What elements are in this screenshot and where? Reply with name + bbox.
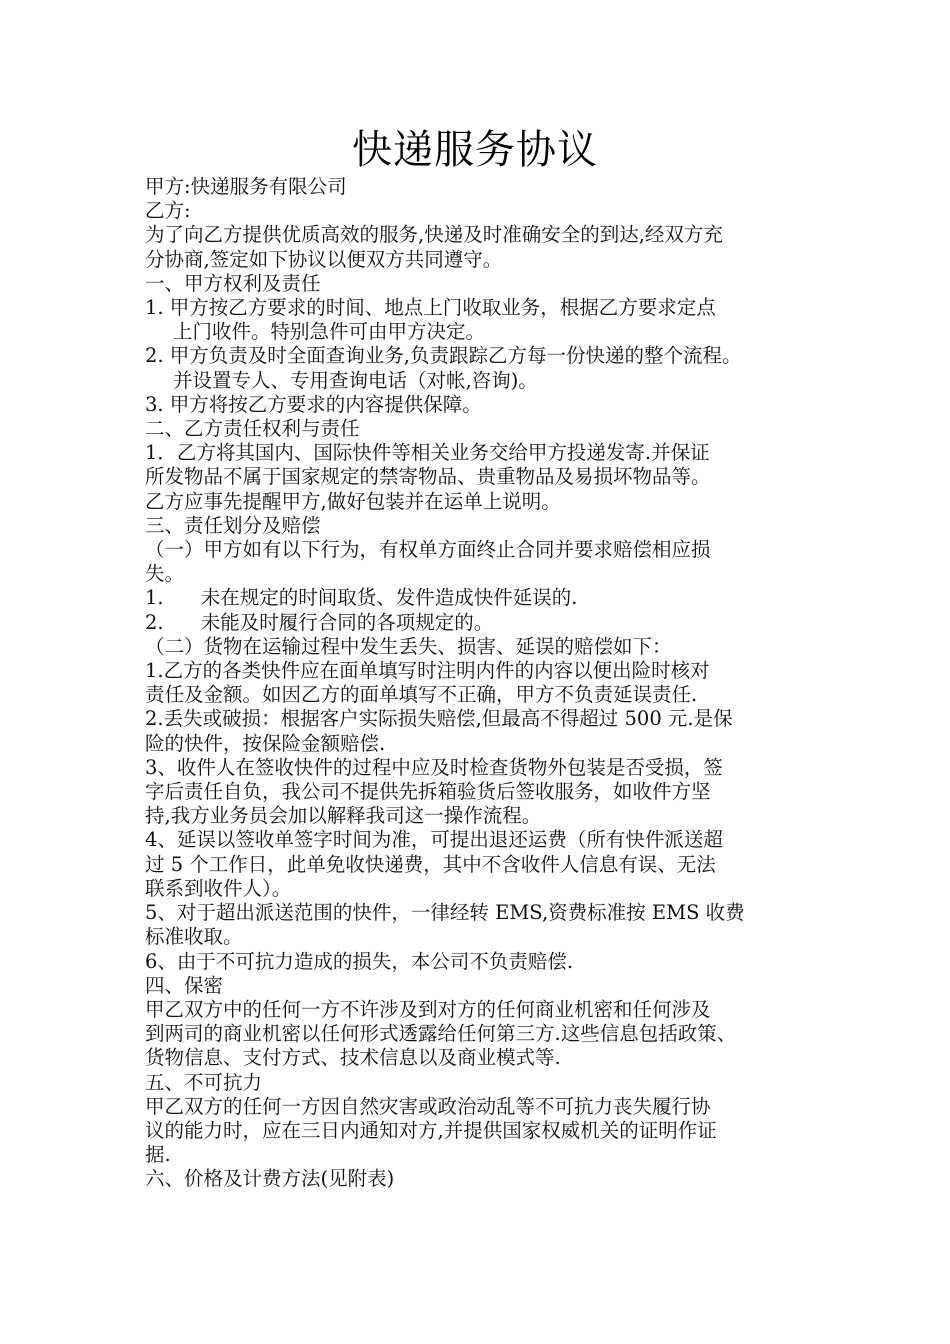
clause-line: 乙方应事先提醒甲方,做好包装并在运单上说明。 <box>145 489 561 513</box>
clause-line: 甲乙双方的任何一方因自然灾害或政治动乱等不可抗力丧失履行协 <box>145 1094 711 1118</box>
clause-line: （一）甲方如有以下行为，有权单方面终止合同并要求赔偿相应损 <box>145 538 711 562</box>
clause-line: 所发物品不属于国家规定的禁寄物品、贵重物品及易损坏物品等。 <box>145 465 711 489</box>
clause-line: 到两司的商业机密以任何形式透露给任何第三方.这些信息包括政策、 <box>145 1022 737 1046</box>
clause-line: 字后责任自负，我公司不提供先拆箱验货后签收服务，如收件方坚 <box>145 780 711 804</box>
section-heading: 六、价格及计费方法(见附表) <box>145 1167 395 1191</box>
clause-line: 责任及金额。如因乙方的面单填写不正确，甲方不负责延误责任. <box>145 683 698 707</box>
section-heading: 四、保密 <box>145 973 224 997</box>
clause-line: 联系到收件人）。 <box>145 876 292 900</box>
party-b-line: 乙方: <box>145 199 191 223</box>
party-a-line: 甲方:快递服务有限公司 <box>145 175 347 198</box>
clause-line: 1．乙方将其国内、国际快件等相关业务交给甲方投递发寄.并保证 <box>145 441 710 465</box>
clause-line: 1. 未在规定的时间取货、发件造成快件延误的. <box>145 586 578 610</box>
document-body <box>145 175 830 1192</box>
preamble-line: 为了向乙方提供优质高效的服务,快递及时准确安全的到达,经双方充 <box>145 223 723 247</box>
clause-line: 失。 <box>145 562 185 586</box>
clause-line: （二）货物在运输过程中发生丢失、损害、延误的赔偿如下： <box>145 634 672 658</box>
clause-line: 持,我方业务员会加以解释我司这一操作流程。 <box>145 804 542 828</box>
clause-line: 上门收件。特别急件可由甲方决定。 <box>173 320 486 344</box>
clause-line: 2. 甲方负责及时全面查询业务,负责跟踪乙方每一份快递的整个流程。 <box>145 344 742 368</box>
section-heading: 二、乙方责任权利与责任 <box>145 417 360 441</box>
clause-line: 据. <box>145 1143 171 1167</box>
clause-line: 险的快件，按保险金额赔偿. <box>145 731 386 755</box>
clause-line: 3. 甲方将按乙方要求的内容提供保障。 <box>145 392 482 416</box>
clause-line: 1.乙方的各类快件应在面单填写时注明内件的内容以便出险时核对 <box>145 659 710 683</box>
section-heading: 一、甲方权利及责任 <box>145 271 321 295</box>
document-title: 快递服务协议 <box>352 127 598 173</box>
clause-line: 3、收件人在签收快件的过程中应及时检查货物外包装是否受损，签 <box>145 755 723 779</box>
clause-line: 1. 甲方按乙方要求的时间、地点上门收取业务，根据乙方要求定点 <box>145 296 716 320</box>
clause-line: 议的能力时，应在三日内通知对方,并提供国家权威机关的证明作证 <box>145 1118 717 1142</box>
section-heading: 三、责任划分及赔偿 <box>145 513 321 537</box>
clause-line: 2. 未能及时履行合同的各项规定的。 <box>145 610 494 634</box>
clause-line: 货物信息、支付方式、技术信息以及商业模式等. <box>145 1046 561 1070</box>
clause-line: 过 5 个工作日，此单免收快递费，其中不含收件人信息有误、无法 <box>145 852 716 876</box>
clause-line: 4、延误以签收单签字时间为准，可提出退还运费（所有快件派送超 <box>145 828 723 852</box>
clause-line: 5、对于超出派送范围的快件，一律经转 EMS,资费标准按 EMS 收费 <box>145 901 745 925</box>
clause-line: 甲乙双方中的任何一方不许涉及到对方的任何商业机密和任何涉及 <box>145 997 711 1021</box>
clause-line: 6、由于不可抗力造成的损失，本公司不负责赔偿. <box>145 949 574 973</box>
section-heading: 五、不可抗力 <box>145 1070 263 1094</box>
preamble-line: 分协商,签定如下协议以便双方共同遵守。 <box>145 247 503 271</box>
clause-line: 2.丢失或破损：根据客户实际损失赔偿,但最高不得超过 500 元.是保 <box>145 707 733 731</box>
clause-line: 并设置专人、专用查询电话（对帐,咨询)。 <box>173 368 538 392</box>
clause-line: 标准收取。 <box>145 925 243 949</box>
